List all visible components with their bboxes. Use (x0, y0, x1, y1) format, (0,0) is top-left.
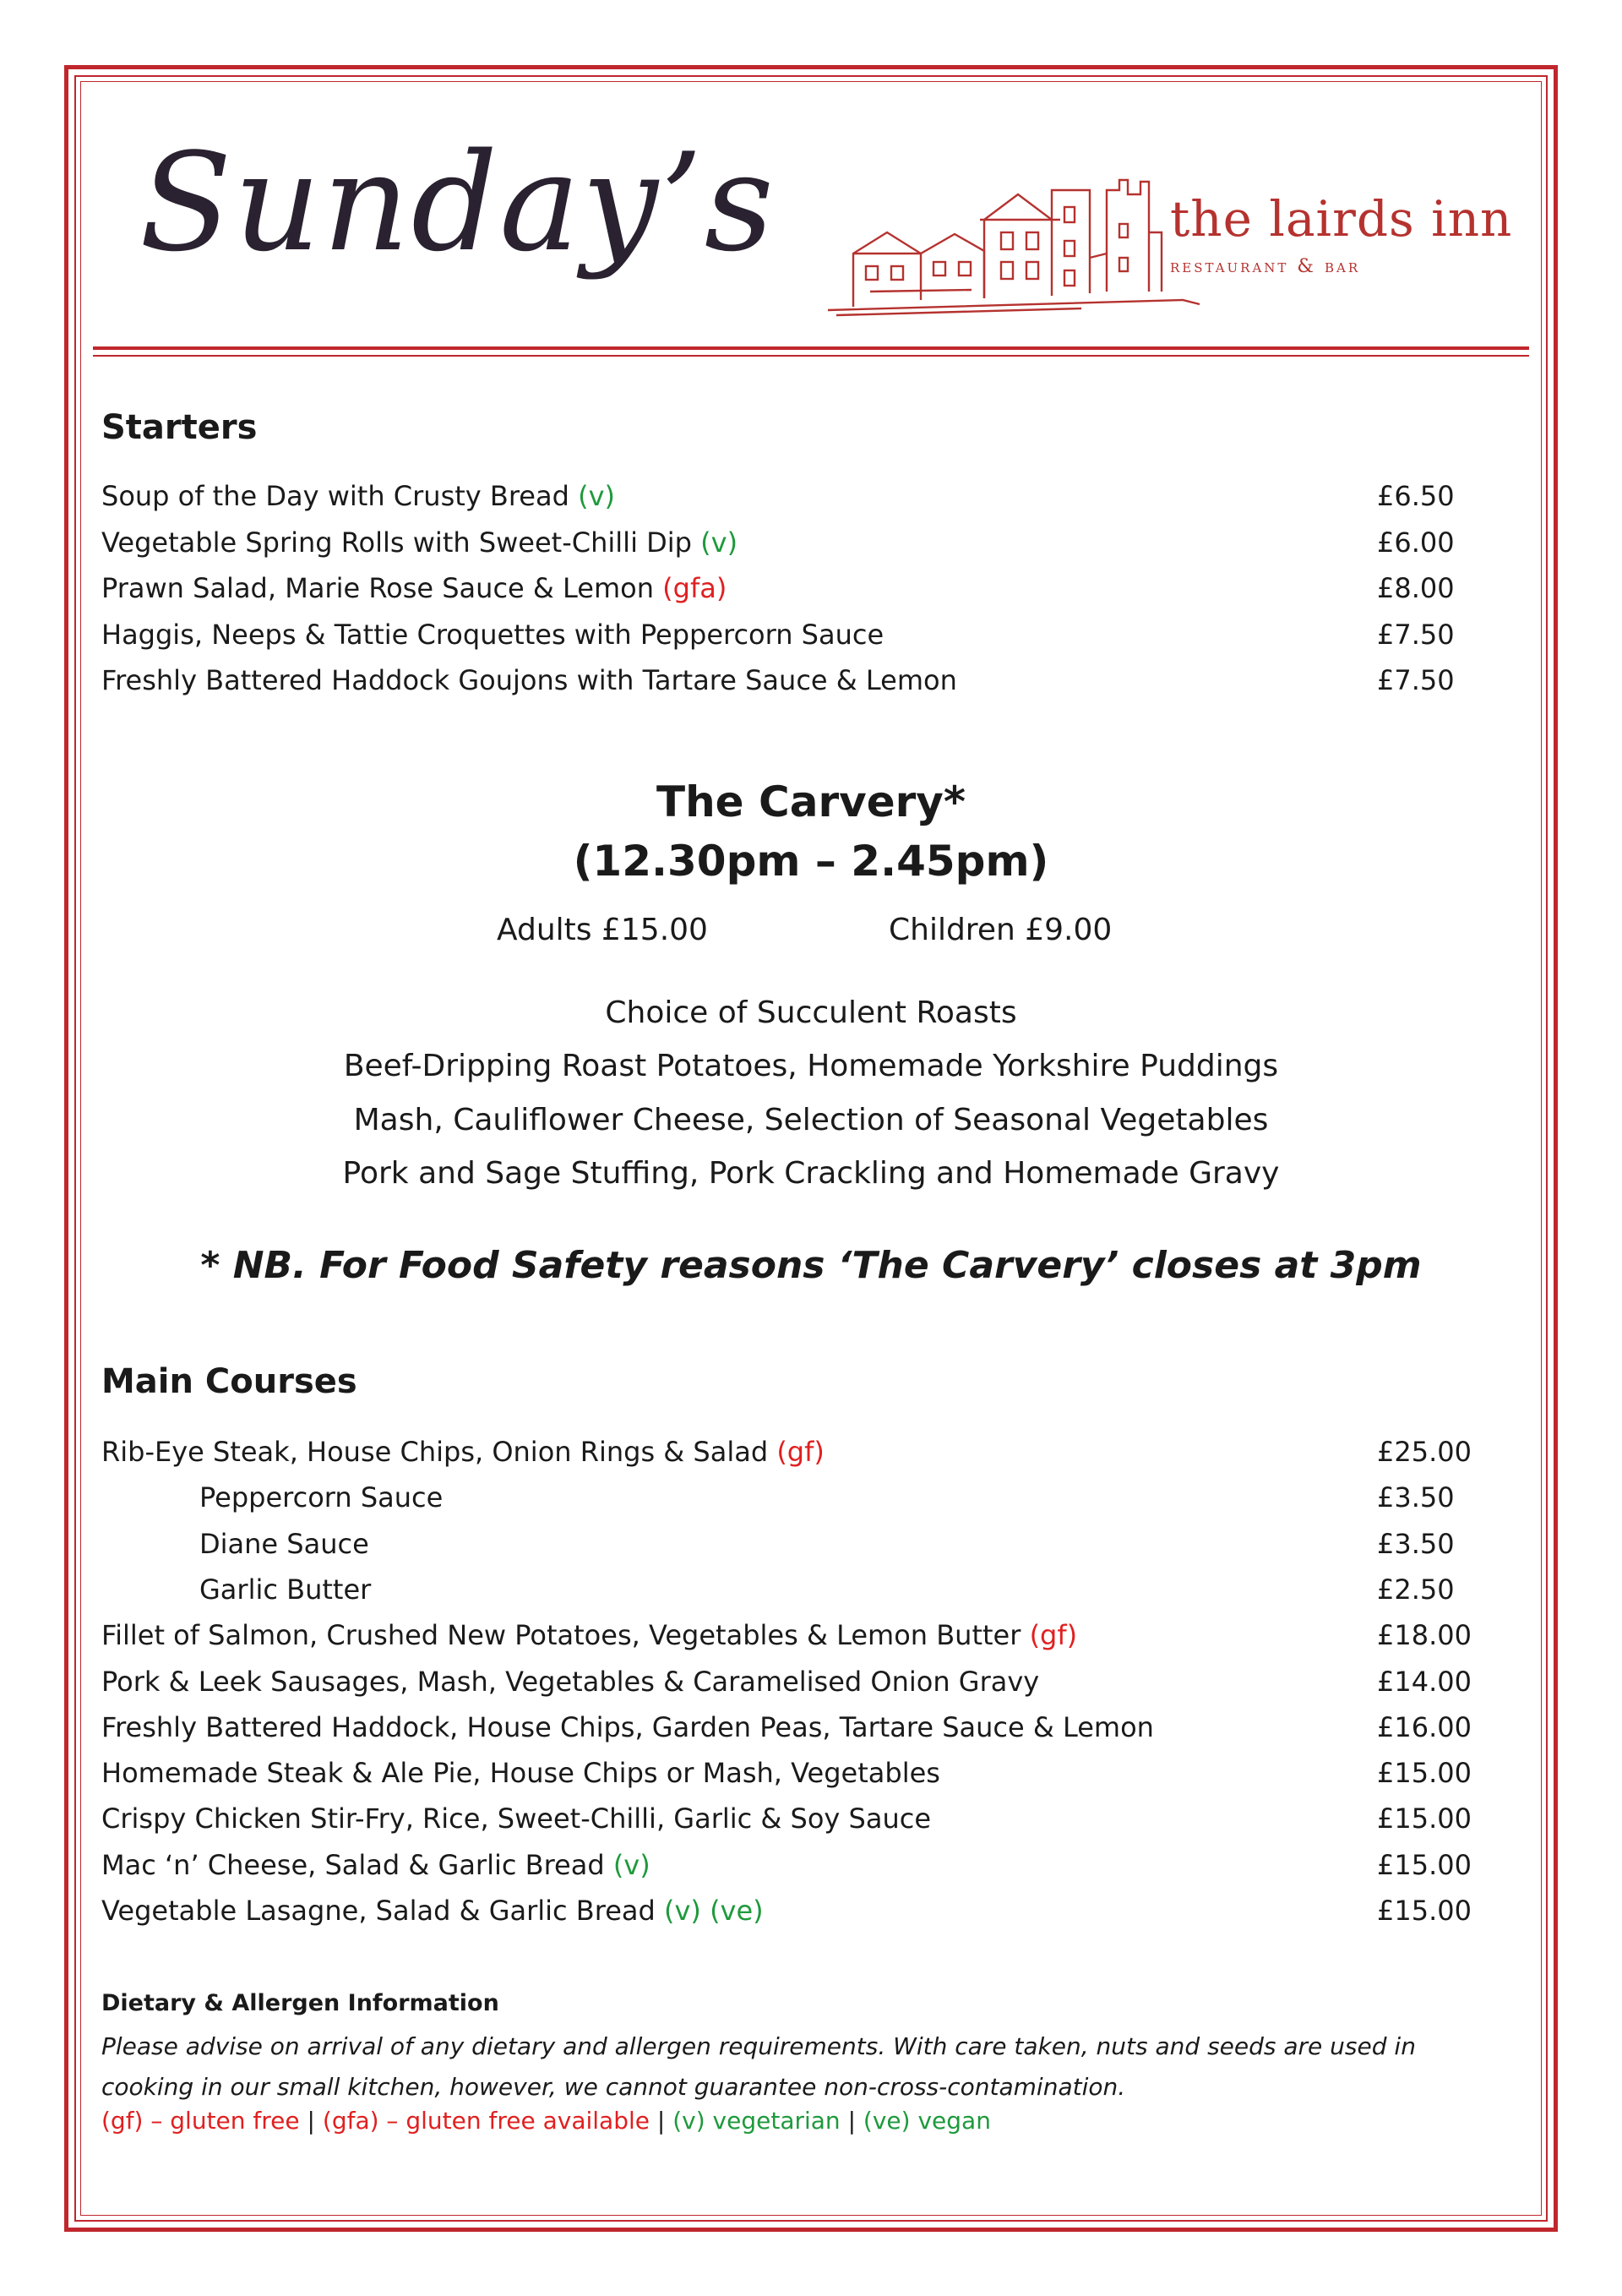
menu-item-price: £7.50 (1377, 618, 1455, 651)
menu-item (101, 1842, 1472, 1888)
menu-item (101, 1612, 1472, 1658)
carvery-line: Beef-Dripping Roast Potatoes, Homemade Yorkshire Puddings (343, 1049, 1279, 1083)
menu-item-name: Mac ‘n’ Cheese, Salad & Garlic Bread (101, 1848, 605, 1881)
menu-item-name-group (101, 1429, 825, 1475)
page-title: Sunday’s (139, 123, 776, 281)
menu-item-name-group (199, 1475, 443, 1520)
menu-item (101, 565, 1453, 611)
dietary-tag: (v) (578, 480, 615, 512)
starters-heading: Starters (101, 408, 258, 447)
legend-separator: | (847, 2107, 857, 2135)
menu-item-name-group (101, 657, 957, 703)
menu-item-name: Rib-Eye Steak, House Chips, Onion Rings & Salad (101, 1436, 769, 1468)
menu-item-name: Homemade Steak & Ale Pie, House Chips or Mash, Vegetables (101, 1757, 940, 1790)
menu-item-name: Peppercorn Sauce (199, 1481, 444, 1514)
menu-item-name: Haggis, Neeps & Tattie Croquettes with Peppercorn Sauce (101, 618, 884, 651)
logo-subtitle: restaurant & bar (1170, 256, 1361, 277)
menu-item-price: £14.00 (1377, 1665, 1472, 1698)
menu-item-price: £6.00 (1377, 526, 1455, 559)
dietary-tag: (gf) (1029, 1619, 1078, 1652)
menu-item (101, 1888, 1472, 1933)
menu-item (101, 1567, 1453, 1612)
carvery-line: Mash, Cauliflower Cheese, Selection of Seasonal Vegetables (353, 1103, 1269, 1137)
menu-item-name-group (101, 565, 727, 611)
menu-item-name: Freshly Battered Haddock, House Chips, Garden Peas, Tartare Sauce & Lemon (101, 1710, 1154, 1743)
menu-item-price: £3.50 (1377, 1527, 1455, 1560)
menu-item (101, 1796, 1472, 1841)
menu-item (101, 1704, 1472, 1750)
menu-item-name-group (101, 1704, 1154, 1750)
menu-item (101, 520, 1453, 565)
dietary-tag: (gf) (776, 1436, 825, 1468)
menu-item-name-group (199, 1567, 371, 1612)
header-divider-thin (93, 355, 1529, 357)
menu-item-price: £15.00 (1377, 1848, 1472, 1881)
carvery-child-price: Children £9.00 (889, 913, 1113, 947)
menu-item-name-group (101, 1796, 931, 1841)
menu-item-name-group (101, 1888, 764, 1933)
menu-item-name: Prawn Salad, Marie Rose Sauce & Lemon (101, 572, 654, 604)
menu-item-name-group (101, 1659, 1039, 1704)
menu-item-price: £3.50 (1377, 1481, 1455, 1514)
dietary-tag: (v) (700, 526, 738, 559)
mains-heading: Main Courses (101, 1362, 357, 1401)
dietary-tag: (v) (663, 1895, 701, 1927)
menu-item-price: £15.00 (1377, 1802, 1472, 1835)
menu-item-name: Crispy Chicken Stir-Fry, Rice, Sweet-Chilli, Garlic & Soy Sauce (101, 1802, 931, 1835)
legend-gfa: (gfa) – gluten free available (322, 2107, 650, 2135)
menu-item-price: £15.00 (1377, 1895, 1472, 1927)
menu-item (101, 612, 1453, 657)
carvery-hours: (12.30pm – 2.45pm) (573, 837, 1049, 886)
menu-item-name-group (101, 1842, 650, 1888)
carvery-line: Pork and Sage Stuffing, Pork Crackling and Homemade Gravy (342, 1156, 1280, 1191)
legend-ve: (ve) vegan (863, 2107, 991, 2135)
menu-item-name-group (101, 473, 615, 519)
legend-separator: | (656, 2107, 666, 2135)
carvery-line: Choice of Succulent Roasts (605, 995, 1017, 1030)
menu-item-name-group (101, 1612, 1077, 1658)
menu-item (101, 1659, 1472, 1704)
menu-item-name: Pork & Leek Sausages, Mash, Vegetables & Caramelised Onion Gravy (101, 1665, 1040, 1698)
menu-item (101, 1429, 1472, 1475)
dietary-tag: (v) (612, 1848, 650, 1881)
menu-item-price: £7.50 (1377, 664, 1455, 696)
menu-item-price: £16.00 (1377, 1710, 1472, 1743)
menu-item-name-group (101, 1750, 940, 1796)
menu-item-price: £25.00 (1377, 1436, 1472, 1468)
dietary-legend (101, 2107, 991, 2135)
legend-gf: (gf) – gluten free (101, 2107, 300, 2135)
legend-v: (v) vegetarian (672, 2107, 841, 2135)
menu-item-name-group (199, 1521, 369, 1567)
allergen-heading: Dietary & Allergen Information (101, 1990, 499, 2016)
carvery-safety-note: * NB. For Food Safety reasons ‘The Carvery’ closes at 3pm (200, 1244, 1422, 1287)
menu-item-name-group (101, 520, 738, 565)
menu-item-name: Garlic Butter (199, 1573, 372, 1606)
header-divider (93, 346, 1529, 350)
menu-item-price: £2.50 (1377, 1573, 1455, 1606)
carvery-title: The Carvery* (656, 777, 966, 826)
menu-item-price: £6.50 (1377, 480, 1455, 512)
dietary-tag: (gfa) (662, 572, 727, 604)
menu-item-price: £15.00 (1377, 1757, 1472, 1790)
menu-item-name: Fillet of Salmon, Crushed New Potatoes, Vegetables & Lemon Butter (101, 1619, 1021, 1652)
menu-item-price: £8.00 (1377, 572, 1455, 604)
menu-item-name: Vegetable Spring Rolls with Sweet-Chilli Dip (101, 526, 692, 559)
dietary-tag: (ve) (710, 1895, 764, 1927)
logo-name: the lairds inn (1170, 190, 1513, 248)
menu-item-name: Vegetable Lasagne, Salad & Garlic Bread (101, 1895, 656, 1927)
menu-item-price: £18.00 (1377, 1619, 1472, 1652)
menu-item (101, 657, 1453, 703)
menu-item (101, 473, 1453, 519)
menu-item-name-group (101, 612, 884, 657)
menu-item-name: Diane Sauce (199, 1527, 369, 1560)
legend-separator: | (307, 2107, 315, 2135)
menu-item-name: Soup of the Day with Crusty Bread (101, 480, 569, 512)
menu-item (101, 1475, 1453, 1520)
menu-item-name: Freshly Battered Haddock Goujons with Tartare Sauce & Lemon (101, 664, 957, 696)
allergen-text: Please advise on arrival of any dietary and allergen requirements. With care taken, nuts and seeds are used in cooking in our small kitchen, however, we cannot guarantee non-cross-contamination. (101, 2032, 1416, 2101)
menu-item (101, 1750, 1472, 1796)
carvery-adult-price: Adults £15.00 (497, 913, 708, 947)
menu-item (101, 1521, 1453, 1567)
